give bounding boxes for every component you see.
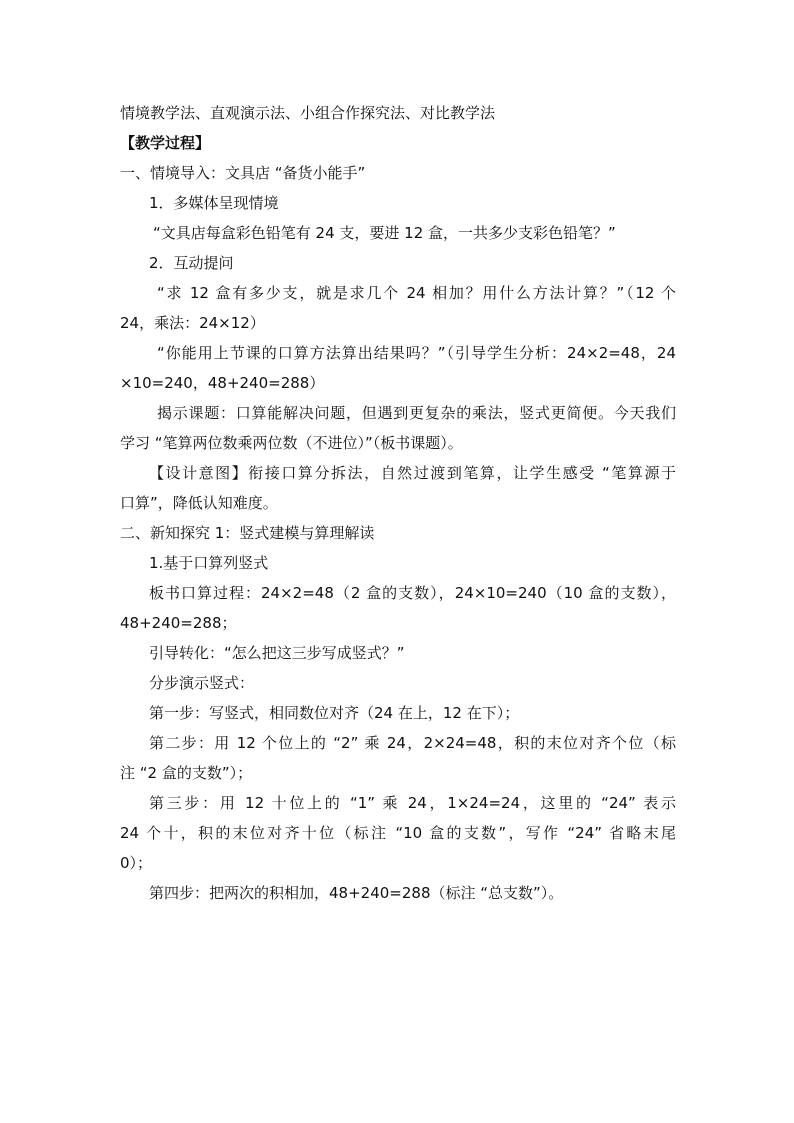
design-intent-line-2: 口算”，降低认知难度。: [120, 494, 278, 512]
step-first: 第一步：写竖式，相同数位对齐（24 在上，12 在下）；: [149, 704, 520, 722]
step-2-title: 2．互动提问: [149, 254, 234, 272]
section-1-title: 一、情境导入：文具店 “备货小能手”: [120, 164, 366, 182]
question-2-line-2: ×10=240，48+240=288）: [120, 374, 325, 392]
board-process-line-1: 板书口算过程：24×2=48（2 盒的支数），24×10=240（10 盒的支数），: [149, 584, 676, 602]
teaching-methods: 情境教学法、直观演示法、小组合作探究法、对比教学法: [120, 104, 496, 122]
section-2-title: 二、新知探究 1：竖式建模与算理解读: [120, 524, 375, 542]
demo-text: 分步演示竖式：: [149, 674, 255, 692]
step-1-title: 1．多媒体呈现情境: [149, 194, 279, 212]
step-second-line-2: 注 “2 盒的支数”）；: [120, 764, 253, 782]
question-2-line-1: “你能用上节课的口算方法算出结果吗？”（引导学生分析：24×2=48，24: [157, 344, 676, 362]
question-1-line-2: 24，乘法：24×12）: [120, 314, 265, 332]
subsection-1-title: 1.基于口算列竖式: [149, 554, 269, 572]
document-body: [120, 98, 676, 908]
step-1-text: “文具店每盒彩色铅笔有 24 支，要进 12 盒，一共多少支彩色铅笔？”: [153, 224, 616, 242]
reveal-topic-line-2: 学习 “笔算两位数乘两位数（不进位）”（板书课题）。: [120, 434, 463, 452]
step-third-line-2: 24 个十，积的末位对齐十位（标注 “10 盒的支数”，写作 “24” 省略末尾: [120, 824, 676, 842]
step-second-line-1: 第二步：用 12 个位上的 “2” 乘 24，2×24=48，积的末位对齐个位（标: [149, 734, 676, 752]
design-intent-line-1: 【设计意图】衔接口算分拆法，自然过渡到笔算，让学生感受 “笔算源于: [149, 464, 676, 482]
reveal-topic-line-1: 揭示课题：口算能解决问题，但遇到更复杂的乘法，竖式更简便。今天我们: [157, 404, 676, 422]
step-fourth: 第四步：把两次的积相加，48+240=288（标注 “总支数”）。: [149, 884, 564, 902]
step-third-line-3: 0）；: [120, 854, 153, 872]
board-process-line-2: 48+240=288；: [120, 614, 237, 632]
guide-text: 引导转化：“怎么把这三步写成竖式？”: [149, 644, 405, 662]
step-third-line-1: 第三步：用 12 十位上的 “1” 乘 24，1×24=24，这里的 “24” 表示: [149, 794, 676, 812]
heading-teaching-process: 【教学过程】: [120, 134, 211, 152]
question-1-line-1: “求 12 盒有多少支，就是求几个 24 相加？用什么方法计算？”（12 个: [157, 284, 676, 302]
